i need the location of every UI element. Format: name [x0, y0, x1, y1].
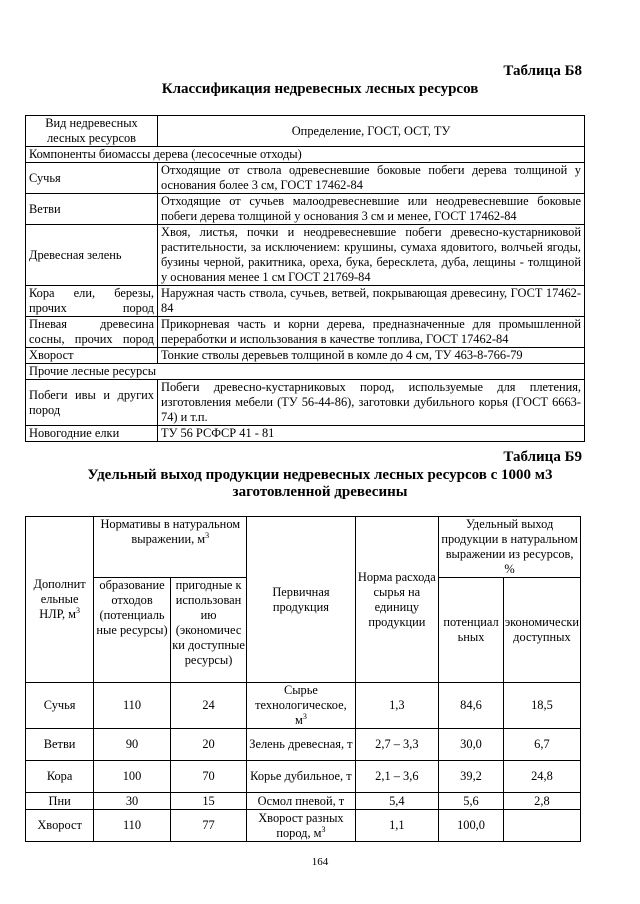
- resource-name: Древесная зелень: [26, 225, 158, 286]
- row-name: Сучья: [26, 683, 94, 729]
- table-row: [26, 426, 585, 442]
- row-waste: 110: [94, 683, 171, 729]
- table-b9-title: [0, 467, 640, 501]
- resource-definition: Отходящие от ствола одревесневшие боковые побеги дерева толщиной у основания более 3 см, ГОСТ 17462-84: [158, 163, 585, 194]
- table-b8-title: Классификация недревесных лесных ресурсов: [161, 81, 479, 97]
- row-economic: 2,8: [503, 793, 580, 810]
- section-row: [26, 364, 585, 380]
- row-name: Кора: [26, 761, 94, 793]
- resource-name: Побеги ивы и других пород: [26, 380, 158, 426]
- table-row: [26, 810, 581, 842]
- resource-definition: Наружная часть ствола, сучьев, ветвей, покрывающая древесину, ГОСТ 17462-84: [158, 286, 585, 317]
- table-row: [26, 793, 581, 810]
- header-economic: экономически доступных: [503, 578, 580, 683]
- row-norm: 1,1: [355, 810, 439, 842]
- table-b9-title-line2: заготовленной древесины: [232, 484, 408, 500]
- resource-definition: Отходящие от сучьев малоодревесневшие или неодревесневшие боковые побеги дерева толщиной у основания 3 см и менее, ГОСТ 17462-84: [158, 194, 585, 225]
- resource-name: Ветви: [26, 194, 158, 225]
- table-header-row: [26, 116, 585, 147]
- row-product: [247, 729, 355, 761]
- header-norms-group: [94, 517, 247, 578]
- table-row: [26, 348, 585, 364]
- header-definition: Определение, ГОСТ, ОСТ, ТУ: [158, 116, 585, 147]
- resource-name: Пневая древесина сосны, прочих пород: [26, 317, 158, 348]
- row-product-sup: 3: [321, 824, 326, 834]
- table-row: [26, 317, 585, 348]
- header-yield-group: Удельный выход продукции в натуральном выражении из ресурсов, %: [439, 517, 581, 578]
- yield-table: [25, 516, 581, 842]
- row-economic: [503, 810, 580, 842]
- row-waste: 110: [94, 810, 171, 842]
- row-potential: 30,0: [439, 729, 504, 761]
- row-potential: 39,2: [439, 761, 504, 793]
- header-usable: пригодные к использован ию (экономичес ки доступные ресурсы): [170, 578, 247, 683]
- table-b9-label: Таблица Б9: [503, 449, 582, 465]
- row-product: [247, 683, 355, 729]
- row-product: [247, 793, 355, 810]
- row-usable: 70: [170, 761, 247, 793]
- row-usable: 24: [170, 683, 247, 729]
- table-row: [26, 163, 585, 194]
- row-name: Пни: [26, 793, 94, 810]
- row-waste: 30: [94, 793, 171, 810]
- table-row: [26, 761, 581, 793]
- table-header-row: [26, 517, 581, 578]
- classification-table: [25, 115, 585, 442]
- table-row: [26, 683, 581, 729]
- row-waste: 100: [94, 761, 171, 793]
- table-row: [26, 729, 581, 761]
- row-name: Хворост: [26, 810, 94, 842]
- table-row: [26, 286, 585, 317]
- page-number: 164: [311, 856, 329, 868]
- row-product-text: Корье дубильное, т: [250, 769, 352, 783]
- row-norm: 1,3: [355, 683, 439, 729]
- header-waste: образование отходов (потенциаль ные ресурсы): [94, 578, 171, 683]
- row-product: [247, 761, 355, 793]
- header-norms-text: Нормативы в натуральном выражении, м: [100, 517, 241, 546]
- row-usable: 15: [170, 793, 247, 810]
- table-row: [26, 194, 585, 225]
- row-usable: 77: [170, 810, 247, 842]
- resource-name: Хворост: [26, 348, 158, 364]
- resource-definition: Хвоя, листья, почки и неодревесневшие побеги древесно-кустарниковой растительности, за исключением: крушины, сумаха ядовитого, волчьей ягоды, бузины черной, ракитника, ореха, бука, бересклета, дуба, лещины - толщиной у основания менее 1 см ГОСТ 21769-84: [158, 225, 585, 286]
- resource-definition: Побеги древесно-кустарниковых пород, используемые для плетения, изготовления мебели (ТУ 56-44-86), заготовки дубильного корья (ГОСТ 6663-74) и т.п.: [158, 380, 585, 426]
- row-economic: 6,7: [503, 729, 580, 761]
- resource-name: Кора ели, березы, прочих пород: [26, 286, 158, 317]
- row-norm: 2,1 – 3,6: [355, 761, 439, 793]
- resource-name: Новогодние елки: [26, 426, 158, 442]
- header-potential: потенциал ьных: [439, 578, 504, 683]
- row-product: [247, 810, 355, 842]
- header-norms-sup: 3: [205, 530, 210, 540]
- row-potential: 5,6: [439, 793, 504, 810]
- header-primary-product: Первичная продукция: [247, 517, 355, 683]
- table-b9-title-line1: Удельный выход продукции недревесных лесных ресурсов с 1000 м3: [87, 467, 553, 483]
- resource-definition: ТУ 56 РСФСР 41 - 81: [158, 426, 585, 442]
- table-b8-label: Таблица Б8: [503, 63, 582, 79]
- section-row: [26, 147, 585, 163]
- row-name: Ветви: [26, 729, 94, 761]
- row-potential: 100,0: [439, 810, 504, 842]
- section-other: Прочие лесные ресурсы: [26, 364, 585, 380]
- row-economic: 18,5: [503, 683, 580, 729]
- row-product-sup: 3: [302, 711, 307, 721]
- resource-definition: Прикорневая часть и корни дерева, предназначенные для промышленной переработки и использования в качестве топлива, ГОСТ 17462-84: [158, 317, 585, 348]
- header-resources-sup: 3: [75, 605, 80, 615]
- row-product-text: Сырье технологическое, м: [255, 683, 347, 727]
- row-usable: 20: [170, 729, 247, 761]
- resource-name: Сучья: [26, 163, 158, 194]
- row-waste: 90: [94, 729, 171, 761]
- row-norm: 2,7 – 3,3: [355, 729, 439, 761]
- header-resources: [26, 517, 94, 683]
- section-biomass: Компоненты биомассы дерева (лесосечные отходы): [26, 147, 585, 163]
- row-norm: 5,4: [355, 793, 439, 810]
- row-product-text: Зелень древесная, т: [249, 737, 353, 751]
- header-norm-rate: Норма расхода сырья на единицу продукции: [355, 517, 439, 683]
- row-product-text: Осмол пневой, т: [257, 793, 345, 808]
- resource-definition: Тонкие стволы деревьев толщиной в комле до 4 см, ТУ 463-8-766-79: [158, 348, 585, 364]
- row-product-text: Хворост разных пород, м: [258, 810, 344, 840]
- header-resources-text: Дополнит ельные НЛР, м: [33, 577, 86, 621]
- row-economic: 24,8: [503, 761, 580, 793]
- table-row: [26, 225, 585, 286]
- row-potential: 84,6: [439, 683, 504, 729]
- table-row: [26, 380, 585, 426]
- header-resource-type: Вид недревесных лесных ресурсов: [26, 116, 158, 147]
